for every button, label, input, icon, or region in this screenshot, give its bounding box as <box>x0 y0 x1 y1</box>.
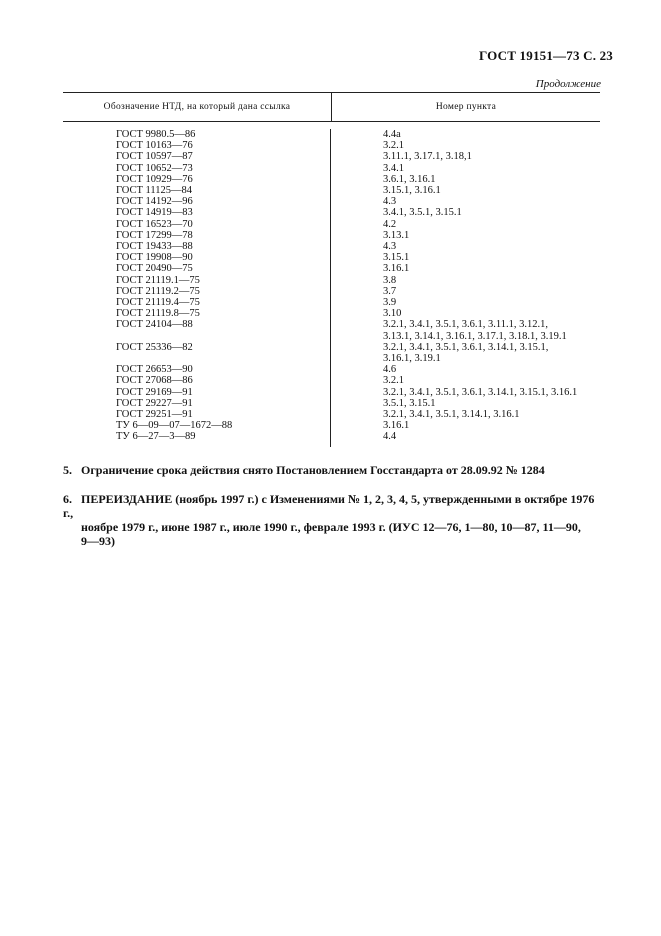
table-row <box>63 431 600 442</box>
clause-numbers <box>331 140 600 151</box>
clause-numbers <box>331 207 600 218</box>
note-6-line-2: ноябре 1979 г., июне 1987 г., июле 1990 г., феврале 1993 г. (ИУС 12—76, 1—80, 10—87, 11—90, <box>81 520 581 534</box>
clause-numbers <box>331 375 600 386</box>
table-row <box>63 151 600 162</box>
document-designation: ГОСТ 26653—90 <box>63 364 331 375</box>
clause-numbers-line: 3.4.1, 3.5.1, 3.15.1 <box>383 207 462 219</box>
clause-numbers-line: 3.15.1 <box>383 252 410 264</box>
note-5-text: Ограничение срока действия снято Постановлением Госстандарта от 28.09.92 № 1284 <box>81 463 545 477</box>
clause-numbers <box>331 129 600 140</box>
clause-numbers-line: 3.2.1, 3.4.1, 3.5.1, 3.14.1, 3.16.1 <box>383 409 520 421</box>
table-row <box>63 297 600 308</box>
clause-numbers-line: 3.16.1 <box>383 420 410 432</box>
document-designation: ГОСТ 29227—91 <box>63 398 331 409</box>
clause-numbers-line: 3.13.1, 3.14.1, 3.16.1, 3.17.1, 3.18.1, 3.19.1 <box>383 330 567 342</box>
table-row <box>63 140 600 151</box>
clause-numbers <box>331 308 600 319</box>
document-designation: ГОСТ 27068—86 <box>63 375 331 386</box>
continuation-label: Продолжение <box>535 78 601 90</box>
clause-numbers-line: 4.2 <box>383 218 397 230</box>
table-row <box>63 364 600 375</box>
clause-numbers <box>331 342 600 364</box>
table-row <box>63 342 600 364</box>
table-row <box>63 286 600 297</box>
clause-numbers <box>331 185 600 196</box>
column-header-clause: Номер пункта <box>435 102 497 112</box>
document-designation: ГОСТ 21119.4—75 <box>63 297 331 308</box>
clause-numbers-line: 4.3 <box>383 241 397 253</box>
document-designation: ГОСТ 10652—73 <box>63 163 331 174</box>
clause-numbers <box>331 163 600 174</box>
clause-numbers <box>331 387 600 398</box>
document-designation: ГОСТ 21119.1—75 <box>63 275 331 286</box>
document-designation: ГОСТ 10597—87 <box>63 151 331 162</box>
clause-numbers-line: 4.4а <box>383 129 401 140</box>
clause-numbers <box>331 431 600 442</box>
clause-numbers-line: 3.2.1, 3.4.1, 3.5.1, 3.6.1, 3.14.1, 3.15.1, 3.16.1 <box>383 386 578 398</box>
document-designation: ГОСТ 10163—76 <box>63 140 331 151</box>
document-designation: ГОСТ 24104—88 <box>63 319 331 341</box>
table-header <box>63 92 600 122</box>
clause-numbers <box>331 196 600 207</box>
clause-numbers-line: 3.11.1, 3.17.1, 3.18,1 <box>383 151 472 163</box>
clause-numbers <box>331 252 600 263</box>
clause-numbers-line: 3.13.1 <box>383 229 410 241</box>
table-row <box>63 275 600 286</box>
clause-numbers <box>331 230 600 241</box>
table-row <box>63 409 600 420</box>
column-header-document: Обозначение НТД, на который дана ссылка <box>63 93 332 121</box>
clause-numbers-line: 3.5.1, 3.15.1 <box>383 397 436 409</box>
document-designation: ГОСТ 29251—91 <box>63 409 331 420</box>
clause-numbers-line: 3.16.1 <box>383 263 410 275</box>
table-row <box>63 174 600 185</box>
clause-numbers <box>331 409 600 420</box>
clause-numbers-line: 3.10 <box>383 308 402 320</box>
document-designation: ГОСТ 21119.8—75 <box>63 308 331 319</box>
table-row <box>63 398 600 409</box>
table-row <box>63 263 600 274</box>
clause-numbers-line: 3.2.1 <box>383 375 404 387</box>
document-designation: ТУ 6—09—07—1672—88 <box>63 420 331 431</box>
table-row <box>63 375 600 386</box>
table-row <box>63 252 600 263</box>
clause-numbers-line: 3.2.1, 3.4.1, 3.5.1, 3.6.1, 3.11.1, 3.12.1, <box>383 319 548 331</box>
note-5 <box>63 463 603 477</box>
clause-numbers <box>331 219 600 230</box>
table-row <box>63 129 600 140</box>
clause-numbers-line: 3.2.1 <box>383 140 404 152</box>
clause-numbers <box>331 398 600 409</box>
table-row <box>63 319 600 341</box>
clause-numbers <box>331 174 600 185</box>
table-row <box>63 163 600 174</box>
clause-numbers-line: 4.6 <box>383 364 397 376</box>
document-designation: ГОСТ 17299—78 <box>63 230 331 241</box>
table-row <box>63 387 600 398</box>
note-6-line-1: ПЕРЕИЗДАНИЕ (ноябрь 1997 г.) с Изменениями № 1, 2, 3, 4, 5, утвержденными в октябре 1976 г., <box>63 492 595 520</box>
table-row <box>63 241 600 252</box>
document-designation: ГОСТ 16523—70 <box>63 219 331 230</box>
document-designation: ГОСТ 9980.5—86 <box>63 129 331 140</box>
clause-numbers <box>331 151 600 162</box>
document-designation: ГОСТ 19433—88 <box>63 241 331 252</box>
document-designation: ГОСТ 25336—82 <box>63 342 331 364</box>
table-row <box>63 420 600 431</box>
reference-table <box>63 92 600 447</box>
note-6-line-3: 9—93) <box>81 534 115 548</box>
table-bottom-spacer <box>63 443 600 447</box>
clause-numbers-line: 3.6.1, 3.16.1 <box>383 173 436 185</box>
document-designation: ГОСТ 14919—83 <box>63 207 331 218</box>
note-5-number: 5. <box>63 463 72 477</box>
document-designation: ГОСТ 14192—96 <box>63 196 331 207</box>
table-row <box>63 207 600 218</box>
table-row <box>63 308 600 319</box>
clause-numbers <box>331 319 600 341</box>
clause-numbers <box>331 297 600 308</box>
clause-numbers <box>331 263 600 274</box>
document-designation: ГОСТ 20490—75 <box>63 263 331 274</box>
clause-numbers <box>331 241 600 252</box>
clause-numbers-line: 4.3 <box>383 196 397 208</box>
document-designation: ГОСТ 19908—90 <box>63 252 331 263</box>
clause-numbers-line: 3.7 <box>383 285 397 297</box>
note-6-number: 6. <box>63 492 72 506</box>
clause-numbers <box>331 420 600 431</box>
table-row <box>63 230 600 241</box>
note-6 <box>63 492 603 548</box>
table-row <box>63 219 600 230</box>
document-designation: ГОСТ 29169—91 <box>63 387 331 398</box>
clause-numbers <box>331 286 600 297</box>
clause-numbers-line: 3.9 <box>383 297 397 309</box>
document-designation: ГОСТ 11125—84 <box>63 185 331 196</box>
table-row <box>63 196 600 207</box>
clause-numbers <box>331 275 600 286</box>
page-header-title: ГОСТ 19151—73 С. 23 <box>479 48 613 63</box>
table-rows <box>63 122 600 447</box>
clause-numbers-line: 4.4 <box>383 431 397 443</box>
document-designation: ГОСТ 21119.2—75 <box>63 286 331 297</box>
clause-numbers-line: 3.16.1, 3.19.1 <box>383 353 441 365</box>
clause-numbers-line: 3.8 <box>383 274 397 286</box>
clause-numbers-line: 3.15.1, 3.16.1 <box>383 185 441 197</box>
document-designation: ТУ 6—27—3—89 <box>63 431 331 442</box>
table-row <box>63 185 600 196</box>
table-bottom-spacer-cell <box>63 443 331 447</box>
clause-numbers-line: 3.2.1, 3.4.1, 3.5.1, 3.6.1, 3.14.1, 3.15.1, <box>383 341 549 353</box>
clause-numbers <box>331 364 600 375</box>
document-designation: ГОСТ 10929—76 <box>63 174 331 185</box>
clause-numbers-line: 3.4.1 <box>383 162 404 174</box>
